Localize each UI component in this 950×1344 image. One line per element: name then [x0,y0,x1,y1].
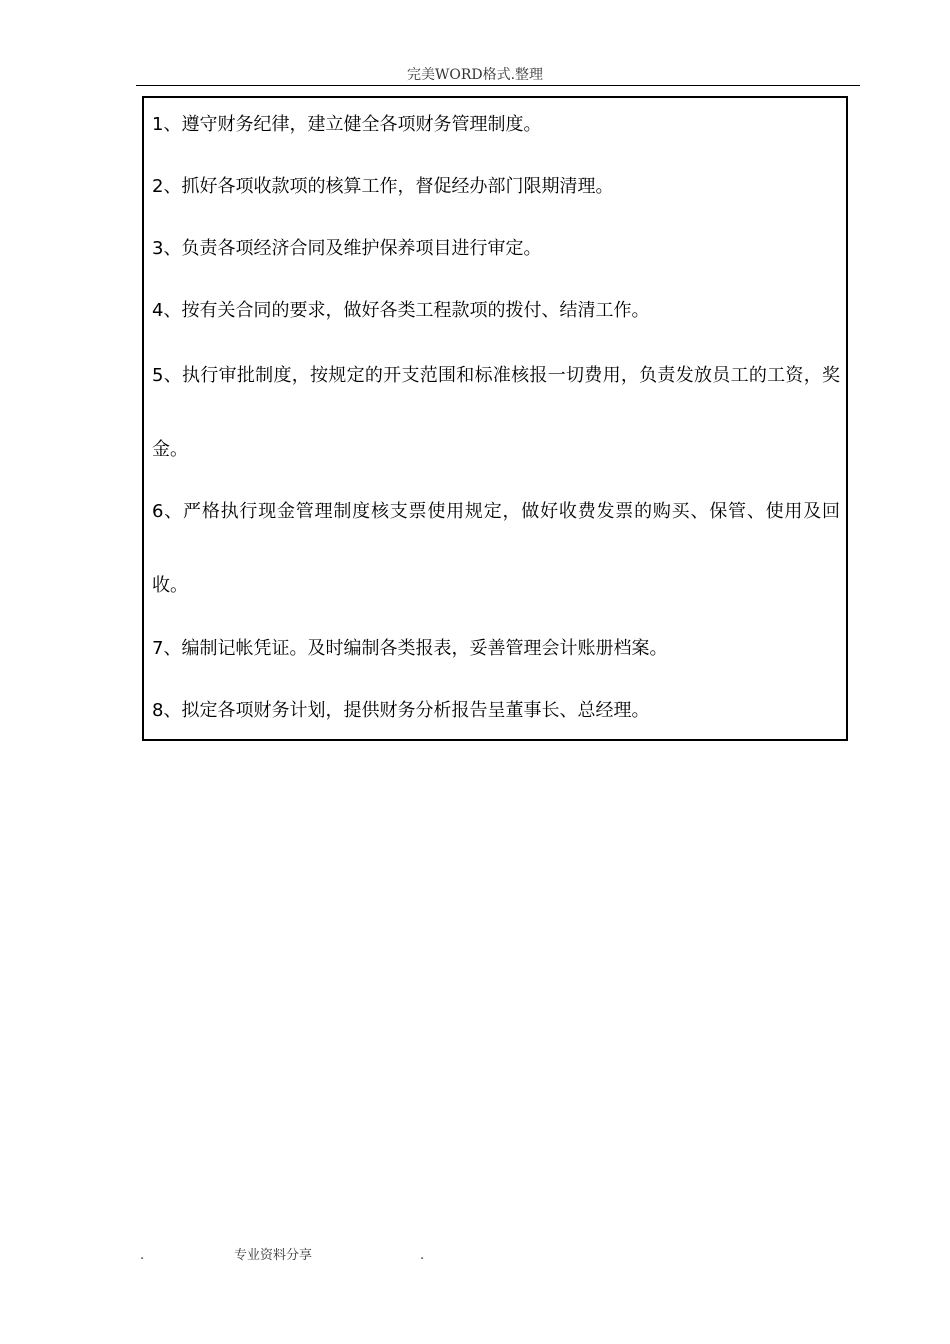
footer-text: 专业资料分享 [234,1248,313,1263]
duty-item-2: 2、抓好各项收款项的核算工作，督促经办部门限期清理。 [152,176,614,197]
duty-item-1: 1、遵守财务纪律，建立健全各项财务管理制度。 [152,114,542,135]
footer-left-dot: . [140,1248,145,1263]
duty-item-4: 4、按有关合同的要求，做好各类工程款项的拨付、结清工作。 [152,300,650,321]
header-divider [136,85,860,86]
duty-item-8: 8、拟定各项财务计划，提供财务分析报告呈董事长、总经理。 [152,700,650,721]
duty-item-6: 6、严格执行现金管理制度核支票使用规定，做好收费发票的购买、保管、使用及回收。 [152,501,840,596]
duty-item-5: 5、执行审批制度，按规定的开支范围和标准核报一切费用，负责发放员工的工资，奖金。 [152,365,840,460]
duty-item-7: 7、编制记帐凭证。及时编制各类报表，妥善管理会计账册档案。 [152,638,668,659]
duty-item-3: 3、负责各项经济合同及维护保养项目进行审定。 [152,238,542,259]
footer-right-dot: . [420,1248,425,1263]
duties-box [142,96,848,741]
page-header-title: 完美WORD格式.整理 [406,67,544,83]
